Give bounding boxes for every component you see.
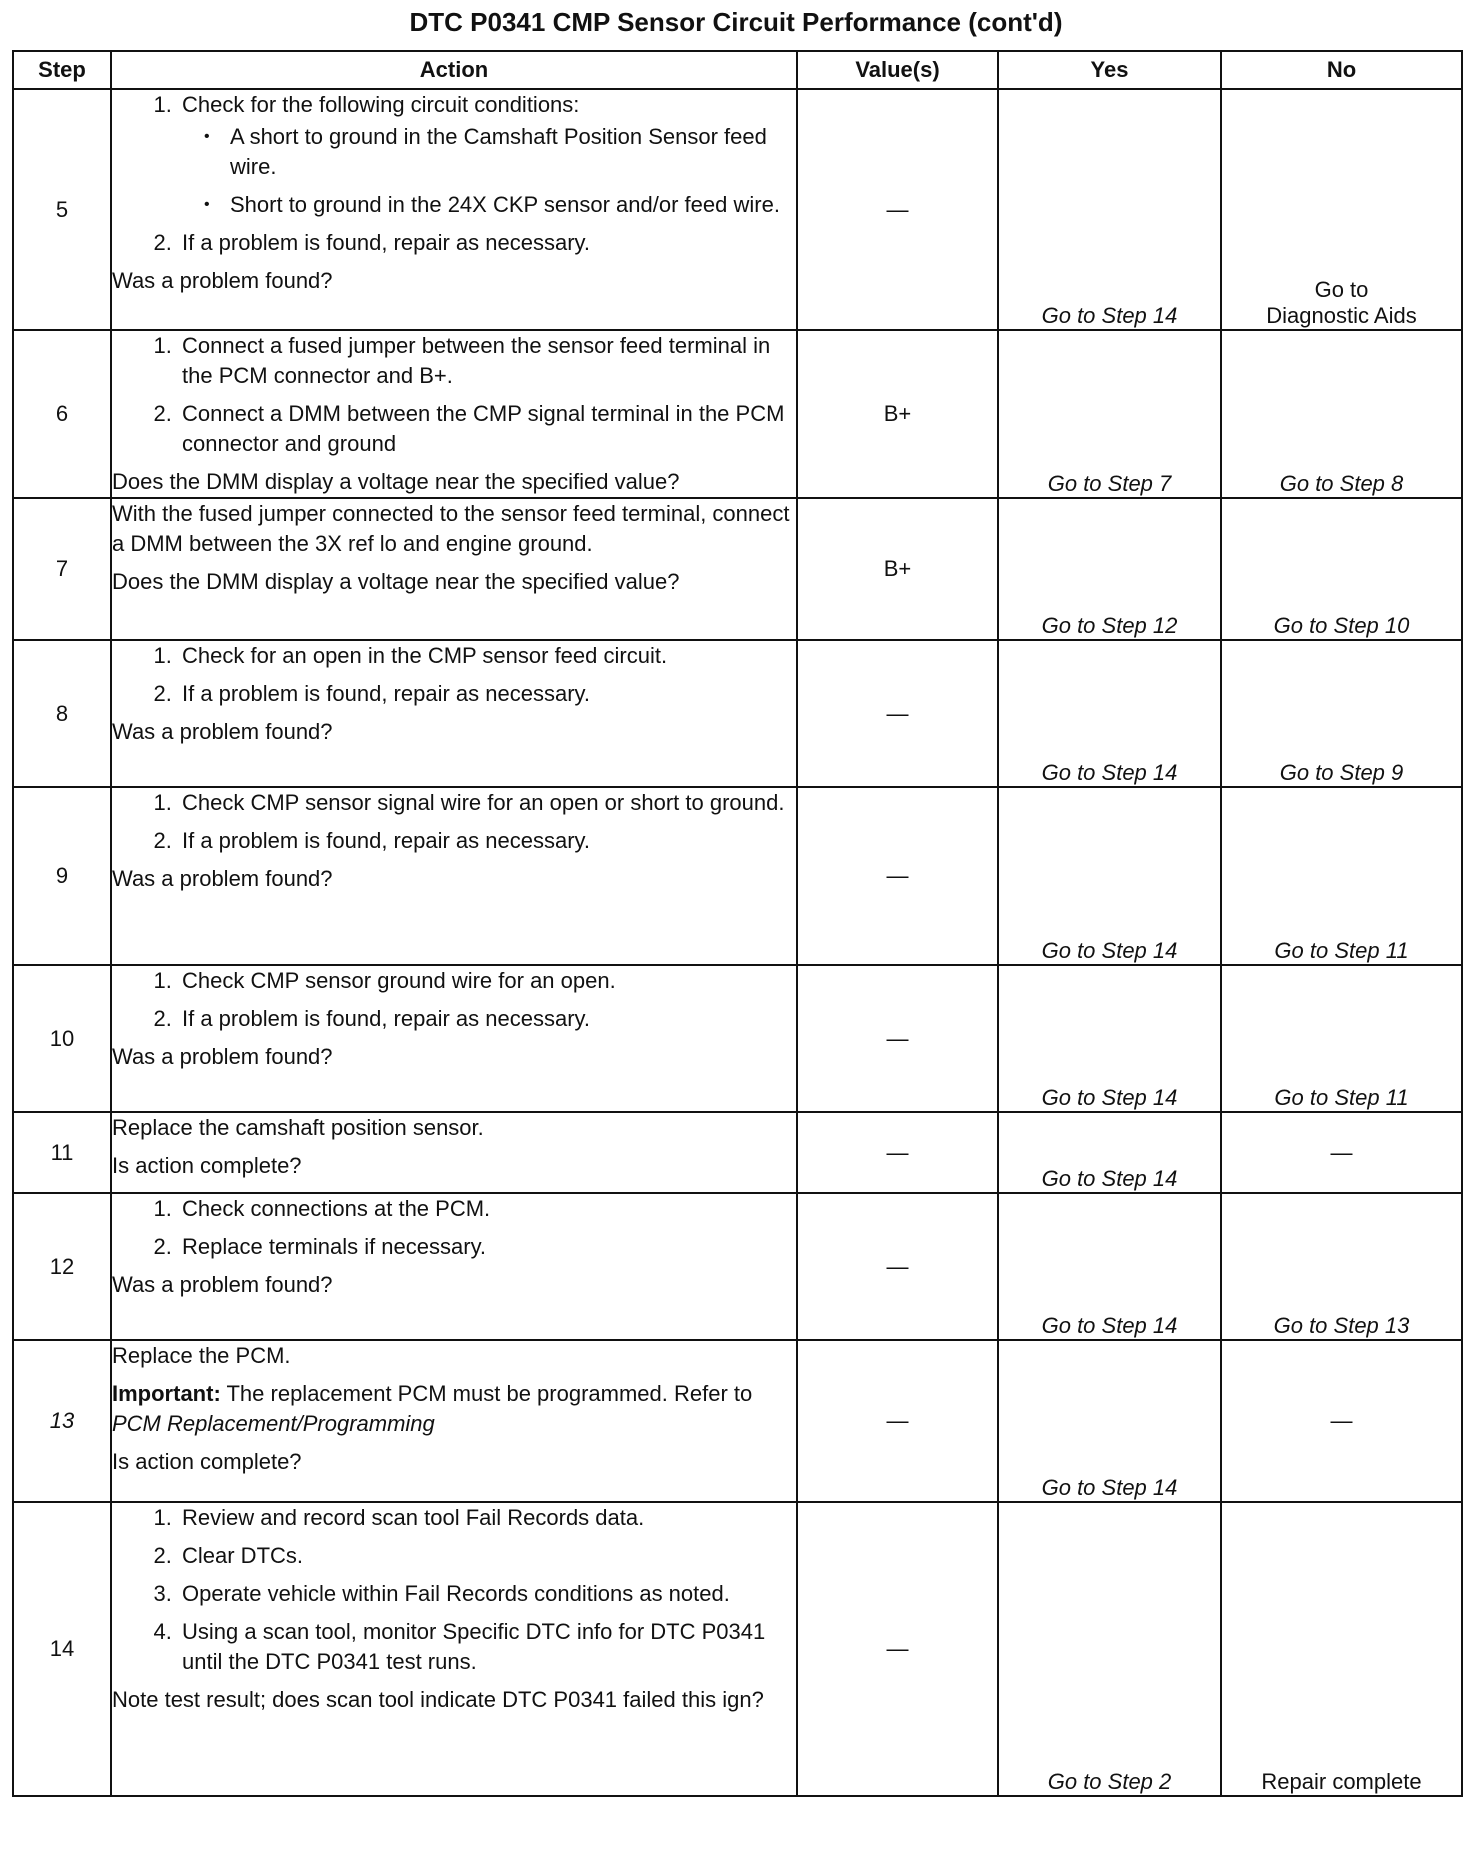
no-cell: Go to Step 11 <box>1221 965 1462 1112</box>
reference-link: PCM Replacement/Programming <box>112 1411 435 1436</box>
condition-item: • A short to ground in the Camshaft Position Sensor feed wire. <box>226 122 796 182</box>
no-cell: — <box>1221 1340 1462 1502</box>
no-cell: Go to Step 10 <box>1221 498 1462 640</box>
value-cell: — <box>797 1502 998 1796</box>
action-step: 1. Review and record scan tool Fail Records data. <box>178 1503 796 1533</box>
column-header-values: Value(s) <box>797 51 998 89</box>
no-cell: Go to Step 8 <box>1221 330 1462 498</box>
yes-cell: Go to Step 14 <box>998 965 1221 1112</box>
no-cell: Go to Step 13 <box>1221 1193 1462 1340</box>
action-steps <box>112 331 796 459</box>
action-cell <box>111 1340 797 1502</box>
step-number: 10 <box>13 965 111 1112</box>
step-number: 5 <box>13 89 111 330</box>
table-row <box>13 640 1462 787</box>
step-number: 8 <box>13 640 111 787</box>
action-step: 4. Using a scan tool, monitor Specific DTC info for DTC P0341 until the DTC P0341 test runs. <box>178 1617 796 1677</box>
action-cell <box>111 89 797 330</box>
action-step: 2. Replace terminals if necessary. <box>178 1232 796 1262</box>
yes-cell: Go to Step 7 <box>998 330 1221 498</box>
value-cell: B+ <box>797 330 998 498</box>
action-step: 2. If a problem is found, repair as necessary. <box>178 826 796 856</box>
action-steps <box>112 1194 796 1262</box>
action-question: Was a problem found? <box>112 1272 333 1297</box>
action-step: 2. Connect a DMM between the CMP signal terminal in the PCM connector and ground <box>178 399 796 459</box>
action-question: Was a problem found? <box>112 719 333 744</box>
action-question: Was a problem found? <box>112 866 333 891</box>
action-cell <box>111 787 797 965</box>
action-step: 1. Check for the following circuit conditions: • A short to ground in the Camshaft Position Sensor feed wire. • Short to ground in the 24X CKP sensor and/or feed wire. <box>178 90 796 220</box>
column-header-no: No <box>1221 51 1462 89</box>
no-cell: Repair complete <box>1221 1502 1462 1796</box>
action-cell <box>111 1112 797 1193</box>
action-text: Replace the camshaft position sensor. <box>112 1115 484 1140</box>
action-steps <box>112 1503 796 1677</box>
value-cell: — <box>797 640 998 787</box>
action-step: 3. Operate vehicle within Fail Records conditions as noted. <box>178 1579 796 1609</box>
important-text: The replacement PCM must be programmed. Refer to <box>226 1381 753 1406</box>
table-row <box>13 89 1462 330</box>
table-row <box>13 965 1462 1112</box>
table-row <box>13 1340 1462 1502</box>
action-cell <box>111 1193 797 1340</box>
action-step: 1. Connect a fused jumper between the sensor feed terminal in the PCM connector and B+. <box>178 331 796 391</box>
yes-cell: Go to Step 14 <box>998 1340 1221 1502</box>
value-cell: — <box>797 1193 998 1340</box>
yes-cell: Go to Step 2 <box>998 1502 1221 1796</box>
value-cell: — <box>797 965 998 1112</box>
value-cell: — <box>797 787 998 965</box>
step-number: 12 <box>13 1193 111 1340</box>
step-number: 13 <box>13 1340 111 1502</box>
table-row <box>13 1193 1462 1340</box>
diagnostic-table <box>12 50 1463 1797</box>
table-row <box>13 787 1462 965</box>
yes-cell: Go to Step 14 <box>998 787 1221 965</box>
step-number: 6 <box>13 330 111 498</box>
action-question: Does the DMM display a voltage near the specified value? <box>112 569 680 594</box>
no-cell: — <box>1221 1112 1462 1193</box>
action-question: Was a problem found? <box>112 1044 333 1069</box>
action-step: 2. If a problem is found, repair as necessary. <box>178 1004 796 1034</box>
column-header-action: Action <box>111 51 797 89</box>
value-cell: — <box>797 1112 998 1193</box>
step-number: 11 <box>13 1112 111 1193</box>
step-number: 14 <box>13 1502 111 1796</box>
important-note <box>112 1379 796 1439</box>
action-step: 1. Check CMP sensor ground wire for an open. <box>178 966 796 996</box>
table-header-row <box>13 51 1462 89</box>
value-cell: — <box>797 1340 998 1502</box>
value-cell: B+ <box>797 498 998 640</box>
action-cell <box>111 1502 797 1796</box>
no-cell: Go to Step 11 <box>1221 787 1462 965</box>
action-cell <box>111 640 797 787</box>
no-cell: Go to Step 9 <box>1221 640 1462 787</box>
action-text: With the fused jumper connected to the sensor feed terminal, connect a DMM between the 3X ref lo and engine ground. <box>112 501 790 556</box>
table-row <box>13 1112 1462 1193</box>
action-question: Was a problem found? <box>112 268 333 293</box>
table-row <box>13 1502 1462 1796</box>
action-steps <box>112 90 796 258</box>
action-question: Does the DMM display a voltage near the specified value? <box>112 469 680 494</box>
action-step: 1. Check for an open in the CMP sensor feed circuit. <box>178 641 796 671</box>
action-step: 1. Check CMP sensor signal wire for an open or short to ground. <box>178 788 796 818</box>
yes-cell: Go to Step 14 <box>998 640 1221 787</box>
important-label: Important: <box>112 1381 221 1406</box>
table-row <box>13 330 1462 498</box>
action-steps <box>112 966 796 1034</box>
step-number: 7 <box>13 498 111 640</box>
step-number: 9 <box>13 787 111 965</box>
yes-cell: Go to Step 14 <box>998 1112 1221 1193</box>
action-cell <box>111 330 797 498</box>
action-step: 2. If a problem is found, repair as necessary. <box>178 228 796 258</box>
value-cell: — <box>797 89 998 330</box>
yes-cell: Go to Step 14 <box>998 1193 1221 1340</box>
column-header-step: Step <box>13 51 111 89</box>
action-question: Note test result; does scan tool indicate DTC P0341 failed this ign? <box>112 1687 764 1712</box>
action-question: Is action complete? <box>112 1449 302 1474</box>
action-step: 2. Clear DTCs. <box>178 1541 796 1571</box>
page-title: DTC P0341 CMP Sensor Circuit Performance (cont'd) <box>409 7 1063 37</box>
condition-item: • Short to ground in the 24X CKP sensor and/or feed wire. <box>226 190 796 220</box>
yes-cell: Go to Step 14 <box>998 89 1221 330</box>
action-step: 2. If a problem is found, repair as necessary. <box>178 679 796 709</box>
action-text: Replace the PCM. <box>112 1343 291 1368</box>
action-steps <box>112 641 796 709</box>
condition-list <box>182 122 796 220</box>
action-cell <box>111 965 797 1112</box>
yes-cell: Go to Step 12 <box>998 498 1221 640</box>
action-step: 1. Check connections at the PCM. <box>178 1194 796 1224</box>
no-cell: Go to Diagnostic Aids <box>1221 89 1462 330</box>
action-cell <box>111 498 797 640</box>
column-header-yes: Yes <box>998 51 1221 89</box>
action-question: Is action complete? <box>112 1153 302 1178</box>
table-row <box>13 498 1462 640</box>
action-steps <box>112 788 796 856</box>
